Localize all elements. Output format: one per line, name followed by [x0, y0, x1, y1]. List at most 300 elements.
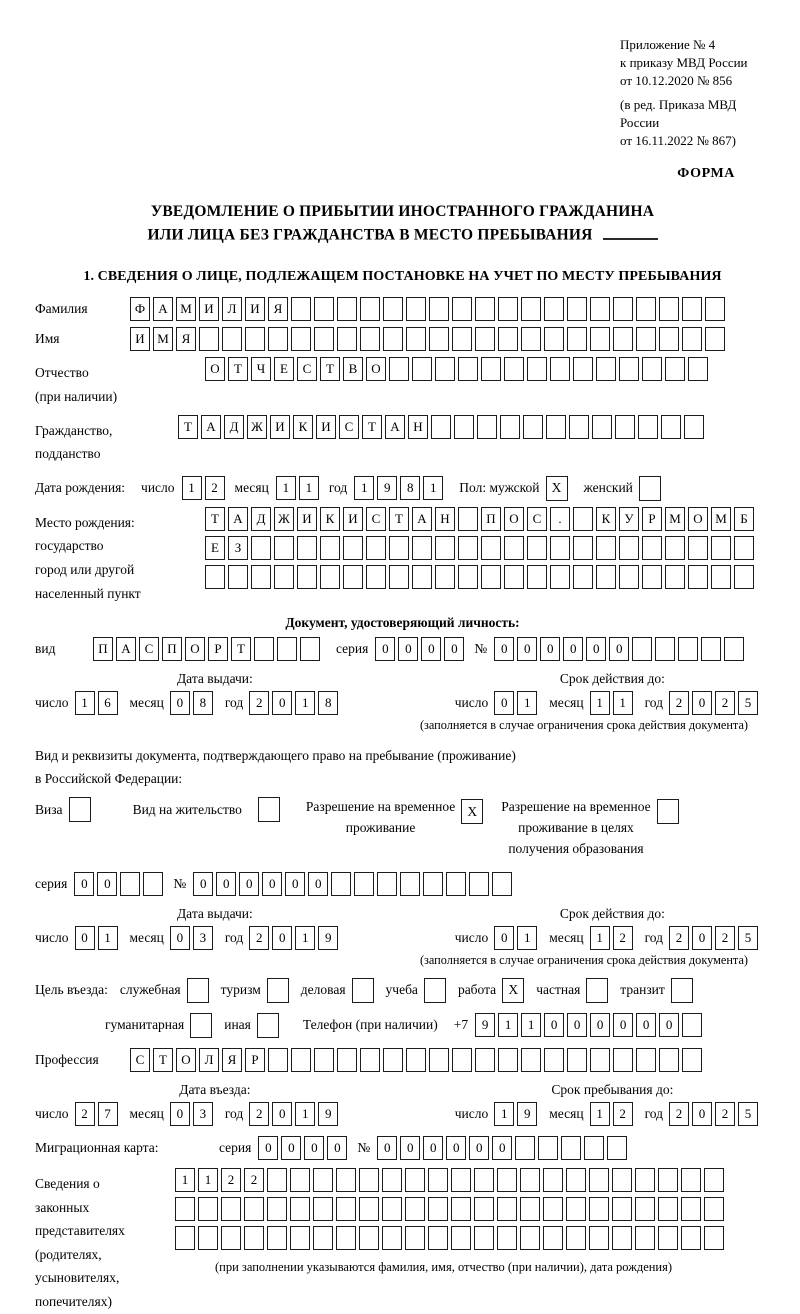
char-cell[interactable]: 0: [692, 926, 712, 950]
char-cell[interactable]: [120, 872, 140, 896]
char-cell[interactable]: Ф: [130, 297, 150, 321]
char-cell[interactable]: [428, 1226, 448, 1250]
char-cell[interactable]: [521, 1048, 541, 1072]
char-cell[interactable]: 8: [193, 691, 213, 715]
char-cell[interactable]: 0: [517, 637, 537, 661]
char-cell[interactable]: 2: [715, 691, 735, 715]
char-cell[interactable]: [520, 1168, 540, 1192]
visa-checkbox[interactable]: [69, 797, 91, 822]
char-cell[interactable]: [504, 565, 524, 589]
char-cell[interactable]: [659, 327, 679, 351]
char-cell[interactable]: [290, 1197, 310, 1221]
char-cell[interactable]: М: [153, 327, 173, 351]
char-cell[interactable]: [412, 536, 432, 560]
char-cell[interactable]: 1: [182, 476, 202, 500]
char-cell[interactable]: [492, 872, 512, 896]
char-cell[interactable]: [314, 297, 334, 321]
char-cell[interactable]: [632, 637, 652, 661]
char-cell[interactable]: [635, 1197, 655, 1221]
char-cell[interactable]: [659, 1048, 679, 1072]
char-cell[interactable]: 0: [469, 1136, 489, 1160]
char-cell[interactable]: [569, 415, 589, 439]
char-cell[interactable]: М: [711, 507, 731, 531]
char-cell[interactable]: [320, 536, 340, 560]
char-cell[interactable]: [498, 297, 518, 321]
char-cell[interactable]: [389, 536, 409, 560]
char-cell[interactable]: [584, 1136, 604, 1160]
char-cell[interactable]: [412, 357, 432, 381]
char-cell[interactable]: [313, 1226, 333, 1250]
char-cell[interactable]: Т: [153, 1048, 173, 1072]
char-cell[interactable]: [428, 1168, 448, 1192]
purpose-private-checkbox[interactable]: [586, 978, 608, 1003]
char-cell[interactable]: А: [385, 415, 405, 439]
temp-permit-checkbox[interactable]: X: [461, 799, 483, 824]
char-cell[interactable]: 0: [492, 1136, 512, 1160]
char-cell[interactable]: 0: [308, 872, 328, 896]
char-cell[interactable]: [469, 872, 489, 896]
char-cell[interactable]: Ж: [247, 415, 267, 439]
char-cell[interactable]: Я: [268, 297, 288, 321]
char-cell[interactable]: [711, 565, 731, 589]
char-cell[interactable]: [636, 327, 656, 351]
char-cell[interactable]: [245, 327, 265, 351]
char-cell[interactable]: [636, 1048, 656, 1072]
char-cell[interactable]: [589, 1168, 609, 1192]
char-cell[interactable]: 1: [517, 926, 537, 950]
char-cell[interactable]: [500, 415, 520, 439]
char-cell[interactable]: А: [201, 415, 221, 439]
char-cell[interactable]: С: [527, 507, 547, 531]
char-cell[interactable]: [613, 297, 633, 321]
char-cell[interactable]: 5: [738, 926, 758, 950]
char-cell[interactable]: А: [116, 637, 136, 661]
char-cell[interactable]: [704, 1168, 724, 1192]
char-cell[interactable]: С: [339, 415, 359, 439]
char-cell[interactable]: 0: [494, 926, 514, 950]
char-cell[interactable]: 0: [444, 637, 464, 661]
char-cell[interactable]: А: [228, 507, 248, 531]
purpose-transit-checkbox[interactable]: [671, 978, 693, 1003]
char-cell[interactable]: 0: [304, 1136, 324, 1160]
char-cell[interactable]: [481, 357, 501, 381]
char-cell[interactable]: 0: [540, 637, 560, 661]
char-cell[interactable]: [544, 297, 564, 321]
char-cell[interactable]: [336, 1226, 356, 1250]
char-cell[interactable]: Л: [199, 1048, 219, 1072]
char-cell[interactable]: 1: [276, 476, 296, 500]
char-cell[interactable]: О: [366, 357, 386, 381]
char-cell[interactable]: [515, 1136, 535, 1160]
char-cell[interactable]: 1: [521, 1013, 541, 1037]
char-cell[interactable]: С: [139, 637, 159, 661]
char-cell[interactable]: [613, 1048, 633, 1072]
char-cell[interactable]: 1: [590, 926, 610, 950]
char-cell[interactable]: 2: [613, 926, 633, 950]
char-cell[interactable]: 0: [281, 1136, 301, 1160]
char-cell[interactable]: Я: [222, 1048, 242, 1072]
char-cell[interactable]: Ч: [251, 357, 271, 381]
char-cell[interactable]: [520, 1197, 540, 1221]
char-cell[interactable]: Е: [274, 357, 294, 381]
char-cell[interactable]: 0: [590, 1013, 610, 1037]
char-cell[interactable]: И: [199, 297, 219, 321]
char-cell[interactable]: [336, 1197, 356, 1221]
char-cell[interactable]: [619, 357, 639, 381]
char-cell[interactable]: 0: [563, 637, 583, 661]
sex-female-checkbox[interactable]: [639, 476, 661, 501]
char-cell[interactable]: [612, 1168, 632, 1192]
char-cell[interactable]: А: [412, 507, 432, 531]
char-cell[interactable]: П: [93, 637, 113, 661]
char-cell[interactable]: 0: [494, 637, 514, 661]
char-cell[interactable]: [596, 536, 616, 560]
char-cell[interactable]: И: [297, 507, 317, 531]
char-cell[interactable]: [458, 357, 478, 381]
char-cell[interactable]: [454, 415, 474, 439]
char-cell[interactable]: [406, 297, 426, 321]
char-cell[interactable]: 1: [75, 691, 95, 715]
char-cell[interactable]: [198, 1226, 218, 1250]
char-cell[interactable]: [336, 1168, 356, 1192]
char-cell[interactable]: [543, 1197, 563, 1221]
char-cell[interactable]: 7: [98, 1102, 118, 1126]
char-cell[interactable]: С: [297, 357, 317, 381]
char-cell[interactable]: 2: [249, 1102, 269, 1126]
char-cell[interactable]: Я: [176, 327, 196, 351]
char-cell[interactable]: [205, 565, 225, 589]
char-cell[interactable]: [383, 297, 403, 321]
char-cell[interactable]: 0: [613, 1013, 633, 1037]
char-cell[interactable]: О: [176, 1048, 196, 1072]
char-cell[interactable]: [612, 1226, 632, 1250]
char-cell[interactable]: И: [316, 415, 336, 439]
char-cell[interactable]: [590, 1048, 610, 1072]
char-cell[interactable]: [567, 327, 587, 351]
char-cell[interactable]: [389, 357, 409, 381]
char-cell[interactable]: [175, 1197, 195, 1221]
char-cell[interactable]: 0: [327, 1136, 347, 1160]
char-cell[interactable]: [566, 1226, 586, 1250]
char-cell[interactable]: О: [688, 507, 708, 531]
char-cell[interactable]: [360, 327, 380, 351]
char-cell[interactable]: [405, 1226, 425, 1250]
char-cell[interactable]: [561, 1136, 581, 1160]
char-cell[interactable]: [359, 1168, 379, 1192]
char-cell[interactable]: Н: [435, 507, 455, 531]
char-cell[interactable]: 0: [285, 872, 305, 896]
char-cell[interactable]: [619, 536, 639, 560]
char-cell[interactable]: [678, 637, 698, 661]
char-cell[interactable]: 0: [97, 872, 117, 896]
char-cell[interactable]: [527, 357, 547, 381]
char-cell[interactable]: [724, 637, 744, 661]
char-cell[interactable]: [383, 1048, 403, 1072]
char-cell[interactable]: [382, 1168, 402, 1192]
char-cell[interactable]: [452, 297, 472, 321]
char-cell[interactable]: [550, 565, 570, 589]
char-cell[interactable]: [313, 1197, 333, 1221]
char-cell[interactable]: [300, 637, 320, 661]
char-cell[interactable]: Р: [642, 507, 662, 531]
char-cell[interactable]: [590, 297, 610, 321]
char-cell[interactable]: Р: [208, 637, 228, 661]
char-cell[interactable]: [681, 1226, 701, 1250]
char-cell[interactable]: [458, 565, 478, 589]
char-cell[interactable]: [521, 297, 541, 321]
char-cell[interactable]: 0: [375, 637, 395, 661]
char-cell[interactable]: [705, 297, 725, 321]
char-cell[interactable]: [521, 327, 541, 351]
char-cell[interactable]: [175, 1226, 195, 1250]
char-cell[interactable]: [567, 297, 587, 321]
char-cell[interactable]: .: [550, 507, 570, 531]
char-cell[interactable]: С: [366, 507, 386, 531]
char-cell[interactable]: 9: [377, 476, 397, 500]
char-cell[interactable]: [520, 1226, 540, 1250]
char-cell[interactable]: [635, 1226, 655, 1250]
char-cell[interactable]: 0: [170, 1102, 190, 1126]
char-cell[interactable]: 0: [692, 1102, 712, 1126]
char-cell[interactable]: 0: [170, 926, 190, 950]
char-cell[interactable]: [451, 1226, 471, 1250]
char-cell[interactable]: 0: [377, 1136, 397, 1160]
char-cell[interactable]: [504, 357, 524, 381]
char-cell[interactable]: 0: [400, 1136, 420, 1160]
char-cell[interactable]: 0: [170, 691, 190, 715]
char-cell[interactable]: [331, 872, 351, 896]
char-cell[interactable]: [405, 1197, 425, 1221]
char-cell[interactable]: Т: [362, 415, 382, 439]
char-cell[interactable]: [642, 536, 662, 560]
char-cell[interactable]: [615, 415, 635, 439]
temp-permit-edu-checkbox[interactable]: [657, 799, 679, 824]
char-cell[interactable]: О: [205, 357, 225, 381]
char-cell[interactable]: [428, 1197, 448, 1221]
char-cell[interactable]: [435, 357, 455, 381]
char-cell[interactable]: Д: [224, 415, 244, 439]
char-cell[interactable]: 1: [354, 476, 374, 500]
char-cell[interactable]: [701, 637, 721, 661]
char-cell[interactable]: [497, 1197, 517, 1221]
char-cell[interactable]: 2: [669, 691, 689, 715]
char-cell[interactable]: [343, 536, 363, 560]
char-cell[interactable]: [222, 327, 242, 351]
char-cell[interactable]: 2: [249, 691, 269, 715]
char-cell[interactable]: 3: [193, 926, 213, 950]
char-cell[interactable]: 8: [400, 476, 420, 500]
char-cell[interactable]: 8: [318, 691, 338, 715]
char-cell[interactable]: [199, 327, 219, 351]
char-cell[interactable]: [658, 1168, 678, 1192]
char-cell[interactable]: Л: [222, 297, 242, 321]
char-cell[interactable]: [274, 536, 294, 560]
char-cell[interactable]: [389, 565, 409, 589]
char-cell[interactable]: [297, 565, 317, 589]
char-cell[interactable]: [550, 536, 570, 560]
char-cell[interactable]: [635, 1168, 655, 1192]
char-cell[interactable]: [681, 1168, 701, 1192]
purpose-tourism-checkbox[interactable]: [267, 978, 289, 1003]
char-cell[interactable]: 0: [193, 872, 213, 896]
char-cell[interactable]: [406, 1048, 426, 1072]
char-cell[interactable]: [314, 1048, 334, 1072]
char-cell[interactable]: [475, 327, 495, 351]
char-cell[interactable]: Т: [178, 415, 198, 439]
char-cell[interactable]: К: [293, 415, 313, 439]
char-cell[interactable]: [607, 1136, 627, 1160]
char-cell[interactable]: [337, 297, 357, 321]
char-cell[interactable]: [596, 565, 616, 589]
char-cell[interactable]: [566, 1168, 586, 1192]
char-cell[interactable]: [636, 297, 656, 321]
char-cell[interactable]: 3: [193, 1102, 213, 1126]
char-cell[interactable]: [435, 565, 455, 589]
char-cell[interactable]: 0: [262, 872, 282, 896]
char-cell[interactable]: [143, 872, 163, 896]
char-cell[interactable]: [377, 872, 397, 896]
char-cell[interactable]: [429, 297, 449, 321]
char-cell[interactable]: [661, 415, 681, 439]
char-cell[interactable]: [458, 536, 478, 560]
char-cell[interactable]: [543, 1168, 563, 1192]
char-cell[interactable]: О: [504, 507, 524, 531]
char-cell[interactable]: 0: [544, 1013, 564, 1037]
char-cell[interactable]: 1: [613, 691, 633, 715]
char-cell[interactable]: 0: [272, 691, 292, 715]
char-cell[interactable]: 0: [75, 926, 95, 950]
char-cell[interactable]: [619, 565, 639, 589]
char-cell[interactable]: М: [665, 507, 685, 531]
purpose-official-checkbox[interactable]: [187, 978, 209, 1003]
char-cell[interactable]: И: [130, 327, 150, 351]
char-cell[interactable]: [475, 297, 495, 321]
char-cell[interactable]: 1: [295, 1102, 315, 1126]
char-cell[interactable]: [290, 1226, 310, 1250]
char-cell[interactable]: 1: [590, 1102, 610, 1126]
char-cell[interactable]: [527, 536, 547, 560]
char-cell[interactable]: [412, 565, 432, 589]
char-cell[interactable]: [360, 297, 380, 321]
char-cell[interactable]: [612, 1197, 632, 1221]
char-cell[interactable]: [688, 565, 708, 589]
char-cell[interactable]: З: [228, 536, 248, 560]
char-cell[interactable]: Ж: [274, 507, 294, 531]
char-cell[interactable]: [573, 507, 593, 531]
char-cell[interactable]: [538, 1136, 558, 1160]
char-cell[interactable]: [290, 1168, 310, 1192]
char-cell[interactable]: [684, 415, 704, 439]
char-cell[interactable]: [665, 565, 685, 589]
char-cell[interactable]: [589, 1226, 609, 1250]
char-cell[interactable]: Т: [320, 357, 340, 381]
char-cell[interactable]: [704, 1226, 724, 1250]
char-cell[interactable]: 1: [517, 691, 537, 715]
char-cell[interactable]: [546, 415, 566, 439]
char-cell[interactable]: [567, 1048, 587, 1072]
char-cell[interactable]: 0: [586, 637, 606, 661]
char-cell[interactable]: 0: [659, 1013, 679, 1037]
char-cell[interactable]: 5: [738, 691, 758, 715]
char-cell[interactable]: [382, 1226, 402, 1250]
char-cell[interactable]: А: [153, 297, 173, 321]
char-cell[interactable]: [659, 297, 679, 321]
char-cell[interactable]: Р: [245, 1048, 265, 1072]
char-cell[interactable]: [681, 1197, 701, 1221]
char-cell[interactable]: [274, 565, 294, 589]
char-cell[interactable]: [251, 536, 271, 560]
char-cell[interactable]: [497, 1168, 517, 1192]
char-cell[interactable]: [734, 565, 754, 589]
char-cell[interactable]: [366, 565, 386, 589]
char-cell[interactable]: [405, 1168, 425, 1192]
char-cell[interactable]: [665, 536, 685, 560]
char-cell[interactable]: 2: [221, 1168, 241, 1192]
char-cell[interactable]: 1: [198, 1168, 218, 1192]
char-cell[interactable]: [382, 1197, 402, 1221]
char-cell[interactable]: [734, 536, 754, 560]
char-cell[interactable]: К: [320, 507, 340, 531]
char-cell[interactable]: [429, 327, 449, 351]
char-cell[interactable]: [359, 1226, 379, 1250]
char-cell[interactable]: П: [162, 637, 182, 661]
char-cell[interactable]: [268, 1048, 288, 1072]
char-cell[interactable]: Т: [228, 357, 248, 381]
char-cell[interactable]: [527, 565, 547, 589]
char-cell[interactable]: 9: [517, 1102, 537, 1126]
char-cell[interactable]: [590, 327, 610, 351]
char-cell[interactable]: 0: [636, 1013, 656, 1037]
char-cell[interactable]: 0: [272, 926, 292, 950]
char-cell[interactable]: [343, 565, 363, 589]
char-cell[interactable]: Т: [389, 507, 409, 531]
purpose-other-checkbox[interactable]: [257, 1013, 279, 1038]
char-cell[interactable]: [320, 565, 340, 589]
char-cell[interactable]: [337, 327, 357, 351]
char-cell[interactable]: [596, 357, 616, 381]
char-cell[interactable]: Е: [205, 536, 225, 560]
char-cell[interactable]: 1: [498, 1013, 518, 1037]
char-cell[interactable]: [573, 565, 593, 589]
char-cell[interactable]: 2: [249, 926, 269, 950]
char-cell[interactable]: 2: [75, 1102, 95, 1126]
char-cell[interactable]: [228, 565, 248, 589]
char-cell[interactable]: У: [619, 507, 639, 531]
char-cell[interactable]: 0: [398, 637, 418, 661]
char-cell[interactable]: 0: [609, 637, 629, 661]
char-cell[interactable]: [458, 507, 478, 531]
char-cell[interactable]: [251, 565, 271, 589]
char-cell[interactable]: [705, 327, 725, 351]
char-cell[interactable]: [429, 1048, 449, 1072]
char-cell[interactable]: [314, 327, 334, 351]
char-cell[interactable]: [366, 536, 386, 560]
char-cell[interactable]: [544, 327, 564, 351]
char-cell[interactable]: [550, 357, 570, 381]
char-cell[interactable]: [291, 1048, 311, 1072]
char-cell[interactable]: 2: [715, 1102, 735, 1126]
sex-male-checkbox[interactable]: X: [546, 476, 568, 501]
char-cell[interactable]: [431, 415, 451, 439]
char-cell[interactable]: 0: [494, 691, 514, 715]
char-cell[interactable]: [481, 536, 501, 560]
char-cell[interactable]: [267, 1197, 287, 1221]
char-cell[interactable]: [566, 1197, 586, 1221]
char-cell[interactable]: 1: [98, 926, 118, 950]
char-cell[interactable]: [613, 327, 633, 351]
char-cell[interactable]: Д: [251, 507, 271, 531]
char-cell[interactable]: 1: [295, 926, 315, 950]
